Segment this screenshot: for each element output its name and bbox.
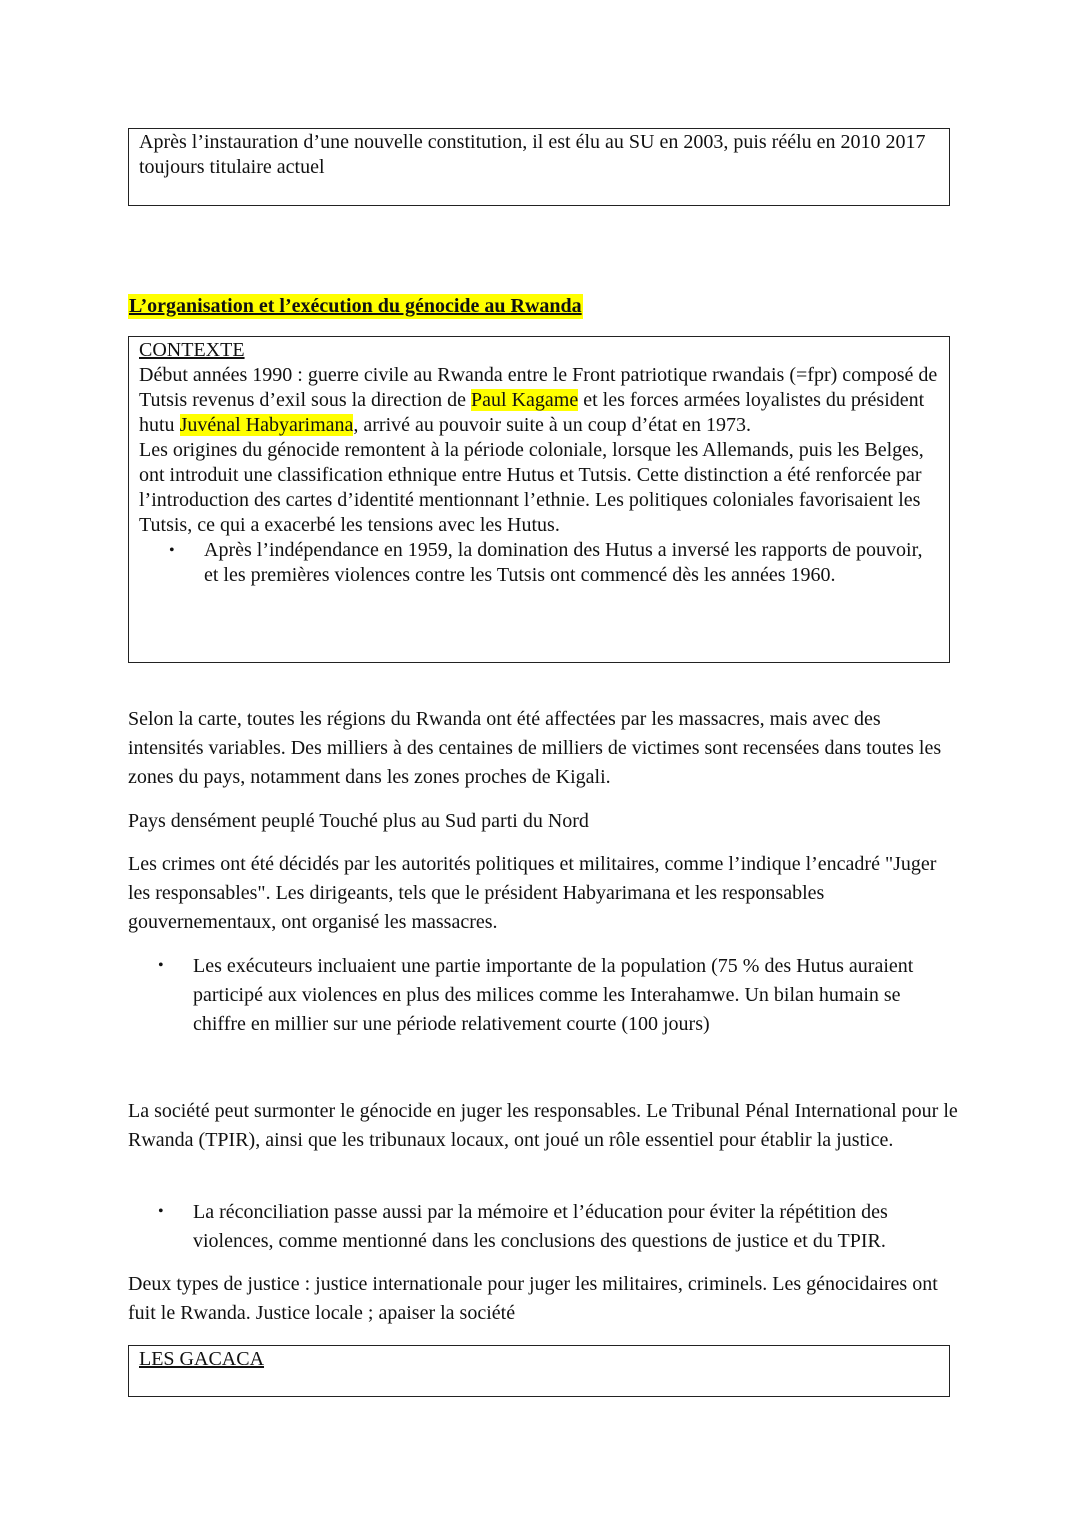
paragraph-societe: La société peut surmonter le génocide en juger les responsables. Le Tribunal Pénal International pour le Rwanda (TPIR), ainsi que les tribunaux locaux, ont joué un rôle essentiel pour établir la justice. — [128, 1100, 958, 1151]
contexte-bullet-item — [139, 538, 939, 588]
constitution-text: Après l’instauration d’une nouvelle constitution, il est élu au SU en 2003, puis réélu en 2010 2017 toujours titulaire actuel — [139, 131, 926, 178]
contexte-p1-text-a: Début années 1990 : guerre civile au Rwanda entre le Front patriotique rwandais (=fpr) composé de Tutsis revenus d’exil sous la direction de — [139, 364, 938, 411]
contexte-p1-text-b: et les forces armées loyalistes du président hutu — [139, 389, 925, 436]
contexte-paragraph-2: Les origines du génocide remontent à la période coloniale, lorsque les Allemands, puis les Belges, ont introduit une classification ethnique entre Hutus et Tutsis. Cette distinction a été renforcée par l’introduction des cartes d’identité mentionnant l’ethnie. Les politiques coloniales favorisaient les Tutsis, ce qui a exacerbé les tensions avec les Hutus. — [139, 439, 924, 536]
contexte-p1-text-c: , arrivé au pouvoir suite à un coup d’état en 1973. — [353, 414, 752, 436]
paragraph-carte: Selon la carte, toutes les régions du Rwanda ont été affectées par les massacres, mais avec des intensités variables. Des milliers à des centaines de milliers de victimes sont recensées dans toutes les zones du pays, notamment dans les zones proches de Kigali. — [128, 708, 942, 788]
bullet-icon: • — [158, 1203, 164, 1220]
gacaca-title: LES GACACA — [139, 1348, 265, 1370]
contexte-bullet-text: Après l’indépendance en 1959, la domination des Hutus a inversé les rapports de pouvoir, et les premières violences contre les Tutsis ont commencé dès les années 1960. — [204, 539, 923, 586]
paragraph-executeurs: Les exécuteurs incluaient une partie importante de la population (75 % des Hutus auraient participé aux violences en plus des milices comme les Interahamwe. Un bilan humain se chiffre en millier sur une période relativement courte (100 jours) — [193, 955, 914, 1035]
text-box-constitution — [128, 128, 950, 206]
paragraph-reconciliation: La réconciliation passe aussi par la mémoire et l’éducation pour éviter la répétition des violences, comme mentionné dans les conclusions des questions de justice et du TPIR. — [193, 1201, 888, 1252]
contexte-paragraph-1 — [139, 363, 939, 438]
contexte-title: CONTEXTE — [139, 339, 245, 361]
paragraph-justice: Deux types de justice : justice internationale pour juger les militaires, criminels. Les génocidaires ont fuit le Rwanda. Justice locale ; apaiser la société — [128, 1273, 938, 1324]
text-box-gacaca — [128, 1345, 950, 1397]
highlight-juvenal-habyarimana: Juvénal Habyarimana — [179, 414, 354, 436]
bullet-icon: • — [169, 542, 175, 559]
section-heading: L’organisation et l’exécution du génocide au Rwanda — [129, 295, 582, 317]
paragraph-pays: Pays densément peuplé Touché plus au Sud parti du Nord — [128, 810, 589, 832]
text-box-contexte — [128, 336, 950, 663]
bullet-icon: • — [158, 957, 164, 974]
highlight-paul-kagame: Paul Kagame — [471, 389, 579, 411]
paragraph-crimes: Les crimes ont été décidés par les autorités politiques et militaires, comme l’indique l’encadré "Juger les responsables". Les dirigeants, tels que le président Habyarimana et les responsables gouvernementaux, ont organisé les massacres. — [128, 853, 937, 933]
